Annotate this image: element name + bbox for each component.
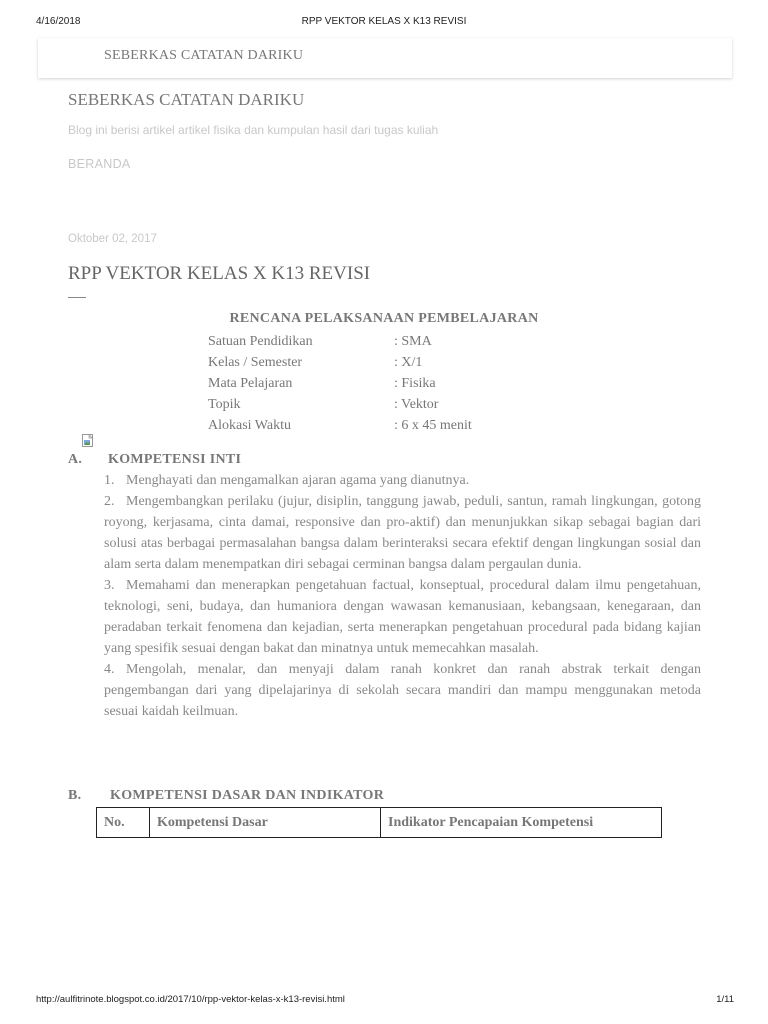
blog-topbar [38,38,732,78]
table-header-row [97,808,662,838]
print-header [0,16,768,30]
info-row [208,352,528,373]
kompetensi-inti-list [104,470,701,722]
info-value: : X/1 [394,355,423,370]
list-item-number: 2. [104,494,115,509]
kompetensi-dasar-table [96,807,662,838]
info-table [208,331,528,436]
topbar-brand-link[interactable]: SEBERKAS CATATAN DARIKU [104,48,304,63]
post-date[interactable]: Oktober 02, 2017 [68,233,157,245]
list-item [104,470,701,491]
info-value: : Vektor [394,397,439,412]
list-item [104,491,701,575]
table-header-cell: No. [97,808,150,838]
list-item-text: Memahami dan menerapkan pengetahuan factual, konseptual, procedural dalam ilmu pengetahuan, teknologi, seni, budaya, dan humaniora dengan wawasan kemanusiaan, kebangsaan, kenegaraan, dan peradaban terkait fenomena dan kejadian, serta menerapkan pengetahuan procedural pada bidang kajian yang spesifik sesuai dengan bakat dan minatnya untuk memecahkan masalah. [104,578,701,656]
nav-home-link[interactable]: BERANDA [68,157,131,171]
plan-heading: RENCANA PELAKSANAAN PEMBELAJARAN [229,311,539,326]
list-item [104,575,701,659]
info-value: : SMA [394,334,432,349]
section-b-number: B. [68,788,82,803]
info-row [208,394,528,415]
table-header-cell: Indikator Pencapaian Kompetensi [381,808,662,838]
section-a-number: A. [68,452,83,467]
info-label: Alokasi Waktu [208,418,291,433]
print-date: 4/16/2018 [36,16,81,27]
info-label: Mata Pelajaran [208,376,293,391]
info-label: Topik [208,397,241,412]
list-item [104,659,701,722]
print-url: http://aulfitrinote.blogspot.co.id/2017/10/rpp-vektor-kelas-x-k13-revisi.html [36,994,345,1005]
list-item-text: Mengembangkan perilaku (jujur, disiplin, tanggung jawab, peduli, santun, ramah lingkungan, gotong royong, kerjasama, cinta damai, responsive dan pro-aktif) dan menunjukkan sikap sebagai bagian dari solusi atas berbagai permasalahan bangsa dalam berinteraksi secara efektif dengan lingkungan sosial dan alam serta dalam menempatkan diri sebagai cerminan bangsa dalam pergaulan dunia. [104,494,701,572]
info-row [208,373,528,394]
print-title: RPP VEKTOR KELAS X K13 REVISI [301,16,467,27]
info-row [208,331,528,352]
list-item-number: 4. [104,662,115,677]
section-b-heading [68,788,468,806]
info-label: Kelas / Semester [208,355,303,370]
title-divider [68,297,86,298]
blog-description: Blog ini berisi artikel artikel fisika dan kumpulan hasil dari tugas kuliah [68,123,439,137]
list-item-text: Mengolah, menalar, dan menyaji dalam ranah konkret dan ranah abstrak terkait dengan pengembangan dari yang dipelajarinya di sekolah secara mandiri dan mampu menggunakan metoda sesuai kaidah keilmuan. [104,662,701,719]
section-a-heading [68,452,368,470]
list-item-number: 1. [104,473,115,488]
info-value: : Fisika [394,376,436,391]
section-a-title: KOMPETENSI INTI [108,452,242,467]
list-item-text: Menghayati dan mengamalkan ajaran agama yang dianutnya. [126,473,470,488]
table-header-cell: Kompetensi Dasar [150,808,381,838]
broken-image-icon [82,434,96,448]
info-row [208,415,528,436]
post-title: RPP VEKTOR KELAS X K13 REVISI [68,263,371,284]
list-item-number: 3. [104,578,115,593]
info-value: : 6 x 45 menit [394,418,472,433]
print-footer [0,994,768,1008]
info-label: Satuan Pendidikan [208,334,313,349]
blog-title[interactable]: SEBERKAS CATATAN DARIKU [68,90,305,109]
section-b-title: KOMPETENSI DASAR DAN INDIKATOR [110,788,385,803]
print-page-number: 1/11 [716,994,734,1005]
